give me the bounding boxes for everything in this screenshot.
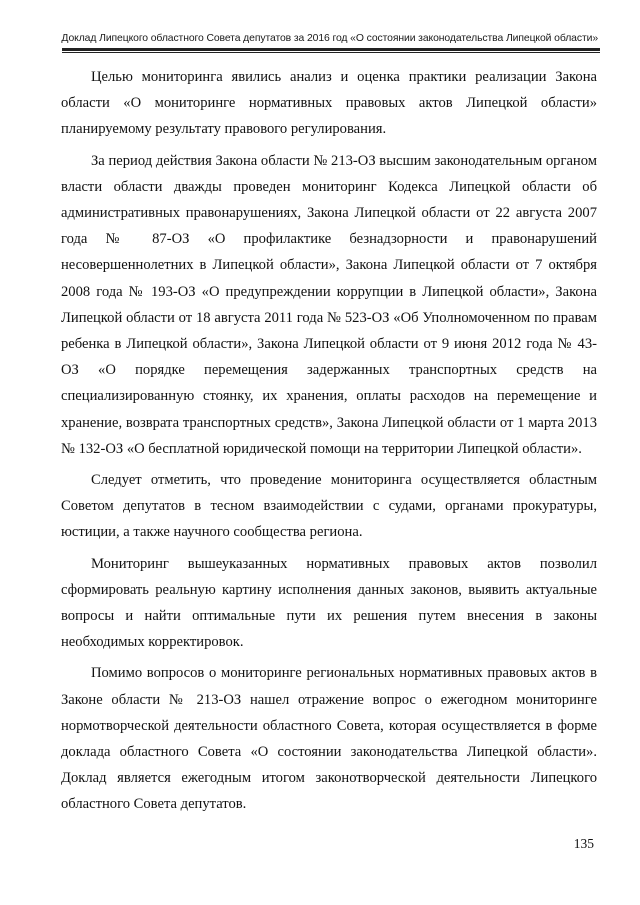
- header-rule: [62, 48, 600, 51]
- paragraph: Мониторинг вышеуказанных нормативных правовых актов позволил сформировать реальную картину исполнения данных законов, выявить актуальные вопросы и найти оптимальные пути их решения путем внесения в законы необходимых корректировок.: [61, 555, 597, 651]
- paragraph: Помимо вопросов о мониторинге региональных нормативных правовых актов в Законе области № 213-ОЗ нашел отражение вопрос о ежегодном мониторинге нормотворческой деятельности областного Совета, которая осуществляется в форме доклада областного Совета «О состоянии законодательства Липецкой области». Доклад является ежегодным итогом законотворческой деятельности Липецкого областного Совета депутатов.: [61, 665, 597, 813]
- body-text: [61, 64, 597, 823]
- paragraph: Следует отметить, что проведение мониторинга осуществляется областным Советом депутатов в тесном взаимодействии с судами, органами прокуратуры, юстиции, а также научного сообщества региона.: [61, 472, 597, 541]
- running-header: Доклад Липецкого областного Совета депутатов за 2016 год «О состоянии законодательства Липецкой области»: [61, 33, 598, 44]
- paragraph: Целью мониторинга явились анализ и оценка практики реализации Закона области «О мониторинге нормативных правовых актов Липецкой области» планируемому результату правового регулирования.: [61, 69, 597, 138]
- page-number: 135: [573, 836, 594, 851]
- paragraph: За период действия Закона области № 213-ОЗ высшим законодательным органом власти области дважды проведен мониторинг Кодекса Липецкой области об административных правонарушениях, Закона Липецкой области от 22 августа 2007 года № 87-ОЗ «О профилактике безнадзорности и правонарушений несовершеннолетних в Липецкой области», Закона Липецкой области от 7 октября 2008 года № 193-ОЗ «О предупреждении коррупции в Липецкой области», Закона Липецкой области от 18 августа 2011 года № 523-ОЗ «Об Уполномоченном по правам ребенка в Липецкой области», Закона Липецкой области от 9 июня 2012 года № 43-ОЗ «О порядке перемещения задержанных транспортных средств на специализированную стоянку, их хранения, оплаты расходов на перемещение и хранение, возврата транспортных средств», Закона Липецкой области от 1 марта 2013 № 132-ОЗ «О бесплатной юридической помощи на территории Липецкой области».: [61, 152, 597, 457]
